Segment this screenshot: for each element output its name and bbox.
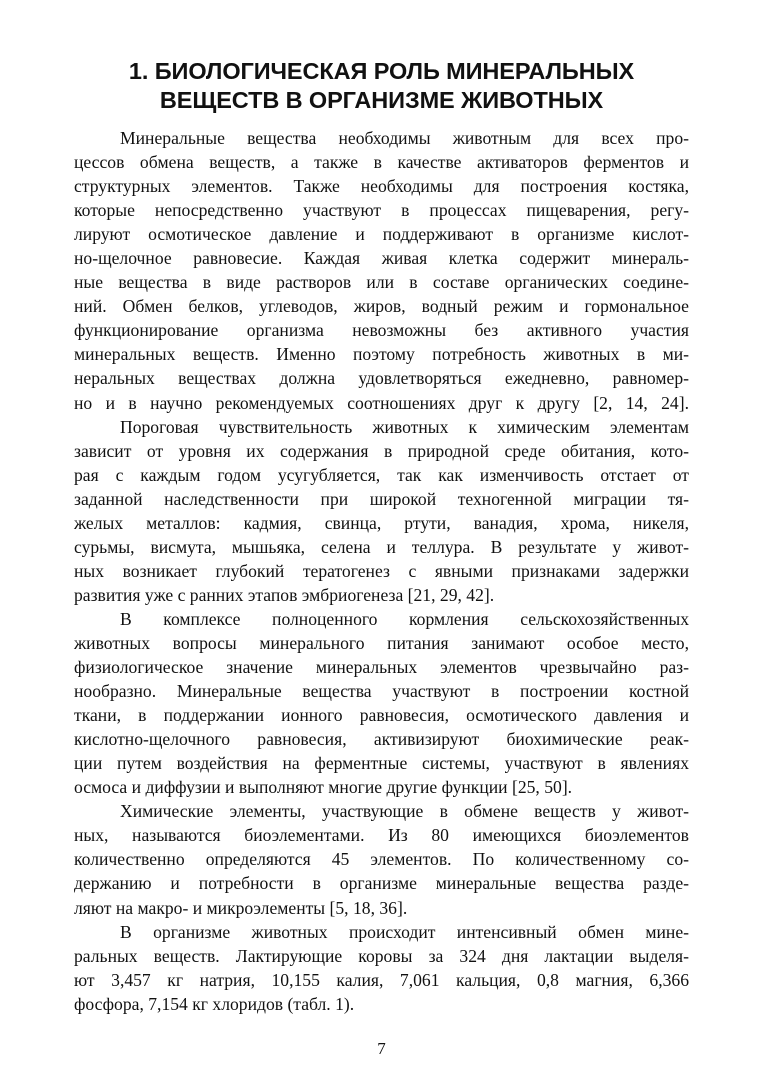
text-line: которые непосредственно участвуют в процессах пищеварения, регу- — [74, 200, 689, 221]
text-line: ют 3,457 кг натрия, 10,155 калия, 7,061 кальция, 0,8 магния, 6,366 — [74, 969, 689, 990]
text-line: но-щелочное равновесие. Каждая живая клетка содержит минераль- — [74, 248, 689, 269]
text-line: Минеральные вещества необходимы животным для всех про- — [120, 128, 689, 148]
text-line: ции путем воздействия на ферментные системы, участвуют в явлениях — [74, 753, 689, 774]
text-line: заданной наследственности при широкой техногенной миграции тя- — [74, 488, 689, 509]
paragraph-4 — [74, 799, 689, 919]
text-line: Химические элементы, участвующие в обмене веществ у живот- — [120, 801, 689, 822]
text-line: развития уже с ранних этапов эмбриогенеза [21, 29, 42]. — [74, 584, 495, 605]
text-line: ные вещества в виде растворов или в составе органических соедине- — [74, 272, 689, 293]
text-line: животных вопросы минерального питания занимают особое место, — [74, 632, 689, 653]
chapter-heading-line: ВЕЩЕСТВ В ОРГАНИЗМЕ ЖИВОТНЫХ — [159, 87, 604, 113]
text-line: ральных веществ. Лактирующие коровы за 324 дня лактации выделя- — [74, 945, 689, 966]
text-line: рая с каждым годом усугубляется, так как изменчивость отстает от — [74, 464, 689, 485]
text-line: ных, называются биоэлементами. Из 80 имеющихся биоэлементов — [74, 825, 689, 846]
body-text — [74, 126, 689, 1016]
text-line: функционирование организма невозможны без активного участия — [74, 320, 689, 341]
text-line: лируют осмотическое давление и поддерживают в организме кислот- — [74, 224, 689, 245]
text-line: ляют на макро- и микроэлементы [5, 18, 36]. — [74, 897, 408, 918]
text-line: В организме животных происходит интенсивный обмен мине- — [120, 921, 689, 942]
chapter-heading-line: 1. БИОЛОГИЧЕСКАЯ РОЛЬ МИНЕРАЛЬНЫХ — [128, 58, 635, 84]
text-line: неральных веществах должна удовлетворяться ежедневно, равномер- — [74, 368, 689, 389]
text-line: ний. Обмен белков, углеводов, жиров, водный режим и гормональное — [74, 296, 689, 317]
paragraph-3 — [74, 607, 689, 799]
text-line: минеральных веществ. Именно поэтому потребность животных в ми- — [74, 344, 689, 365]
text-line: Пороговая чувствительность животных к химическим элементам — [120, 416, 689, 437]
text-line: но и в научно рекомендуемых соотношениях друг к другу [2, 14, 24]. — [74, 392, 689, 413]
text-line: В комплексе полноценного кормления сельскохозяйственных — [120, 608, 689, 629]
text-line: желых металлов: кадмия, свинца, ртути, ванадия, хрома, никеля, — [74, 512, 689, 533]
text-line: фосфора, 7,154 кг хлоридов (табл. 1). — [74, 993, 355, 1014]
paragraph-5 — [74, 920, 689, 1016]
text-line: физиологическое значение минеральных элементов чрезвычайно раз- — [74, 657, 689, 678]
text-line: осмоса и диффузии и выполняют многие другие функции [25, 50]. — [74, 777, 573, 798]
paragraph-2 — [74, 415, 689, 607]
text-line: кислотно-щелочного равновесия, активизируют биохимические реак- — [74, 729, 689, 750]
paragraph-1 — [74, 126, 689, 415]
text-line: цессов обмена веществ, а также в качестве активаторов ферментов и — [74, 152, 689, 173]
text-line: держанию и потребности в организме минеральные вещества разде- — [74, 873, 689, 894]
text-line: сурьмы, висмута, мышьяка, селена и теллура. В результате у живот- — [74, 536, 689, 557]
text-line: нообразно. Минеральные вещества участвуют в построении костной — [74, 681, 689, 702]
text-line: количественно определяются 45 элементов. По количественному со- — [74, 849, 689, 870]
text-line: структурных элементов. Также необходимы для построения костяка, — [74, 176, 689, 197]
text-line: ных возникает глубокий тератогенез с явными признаками задержки — [74, 560, 689, 581]
chapter-heading — [0, 57, 763, 115]
text-line: зависит от уровня их содержания в природной среде обитания, кото- — [74, 440, 689, 461]
text-line: ткани, в поддержании ионного равновесия, осмотического давления и — [74, 705, 689, 726]
page-number: 7 — [377, 1039, 386, 1058]
